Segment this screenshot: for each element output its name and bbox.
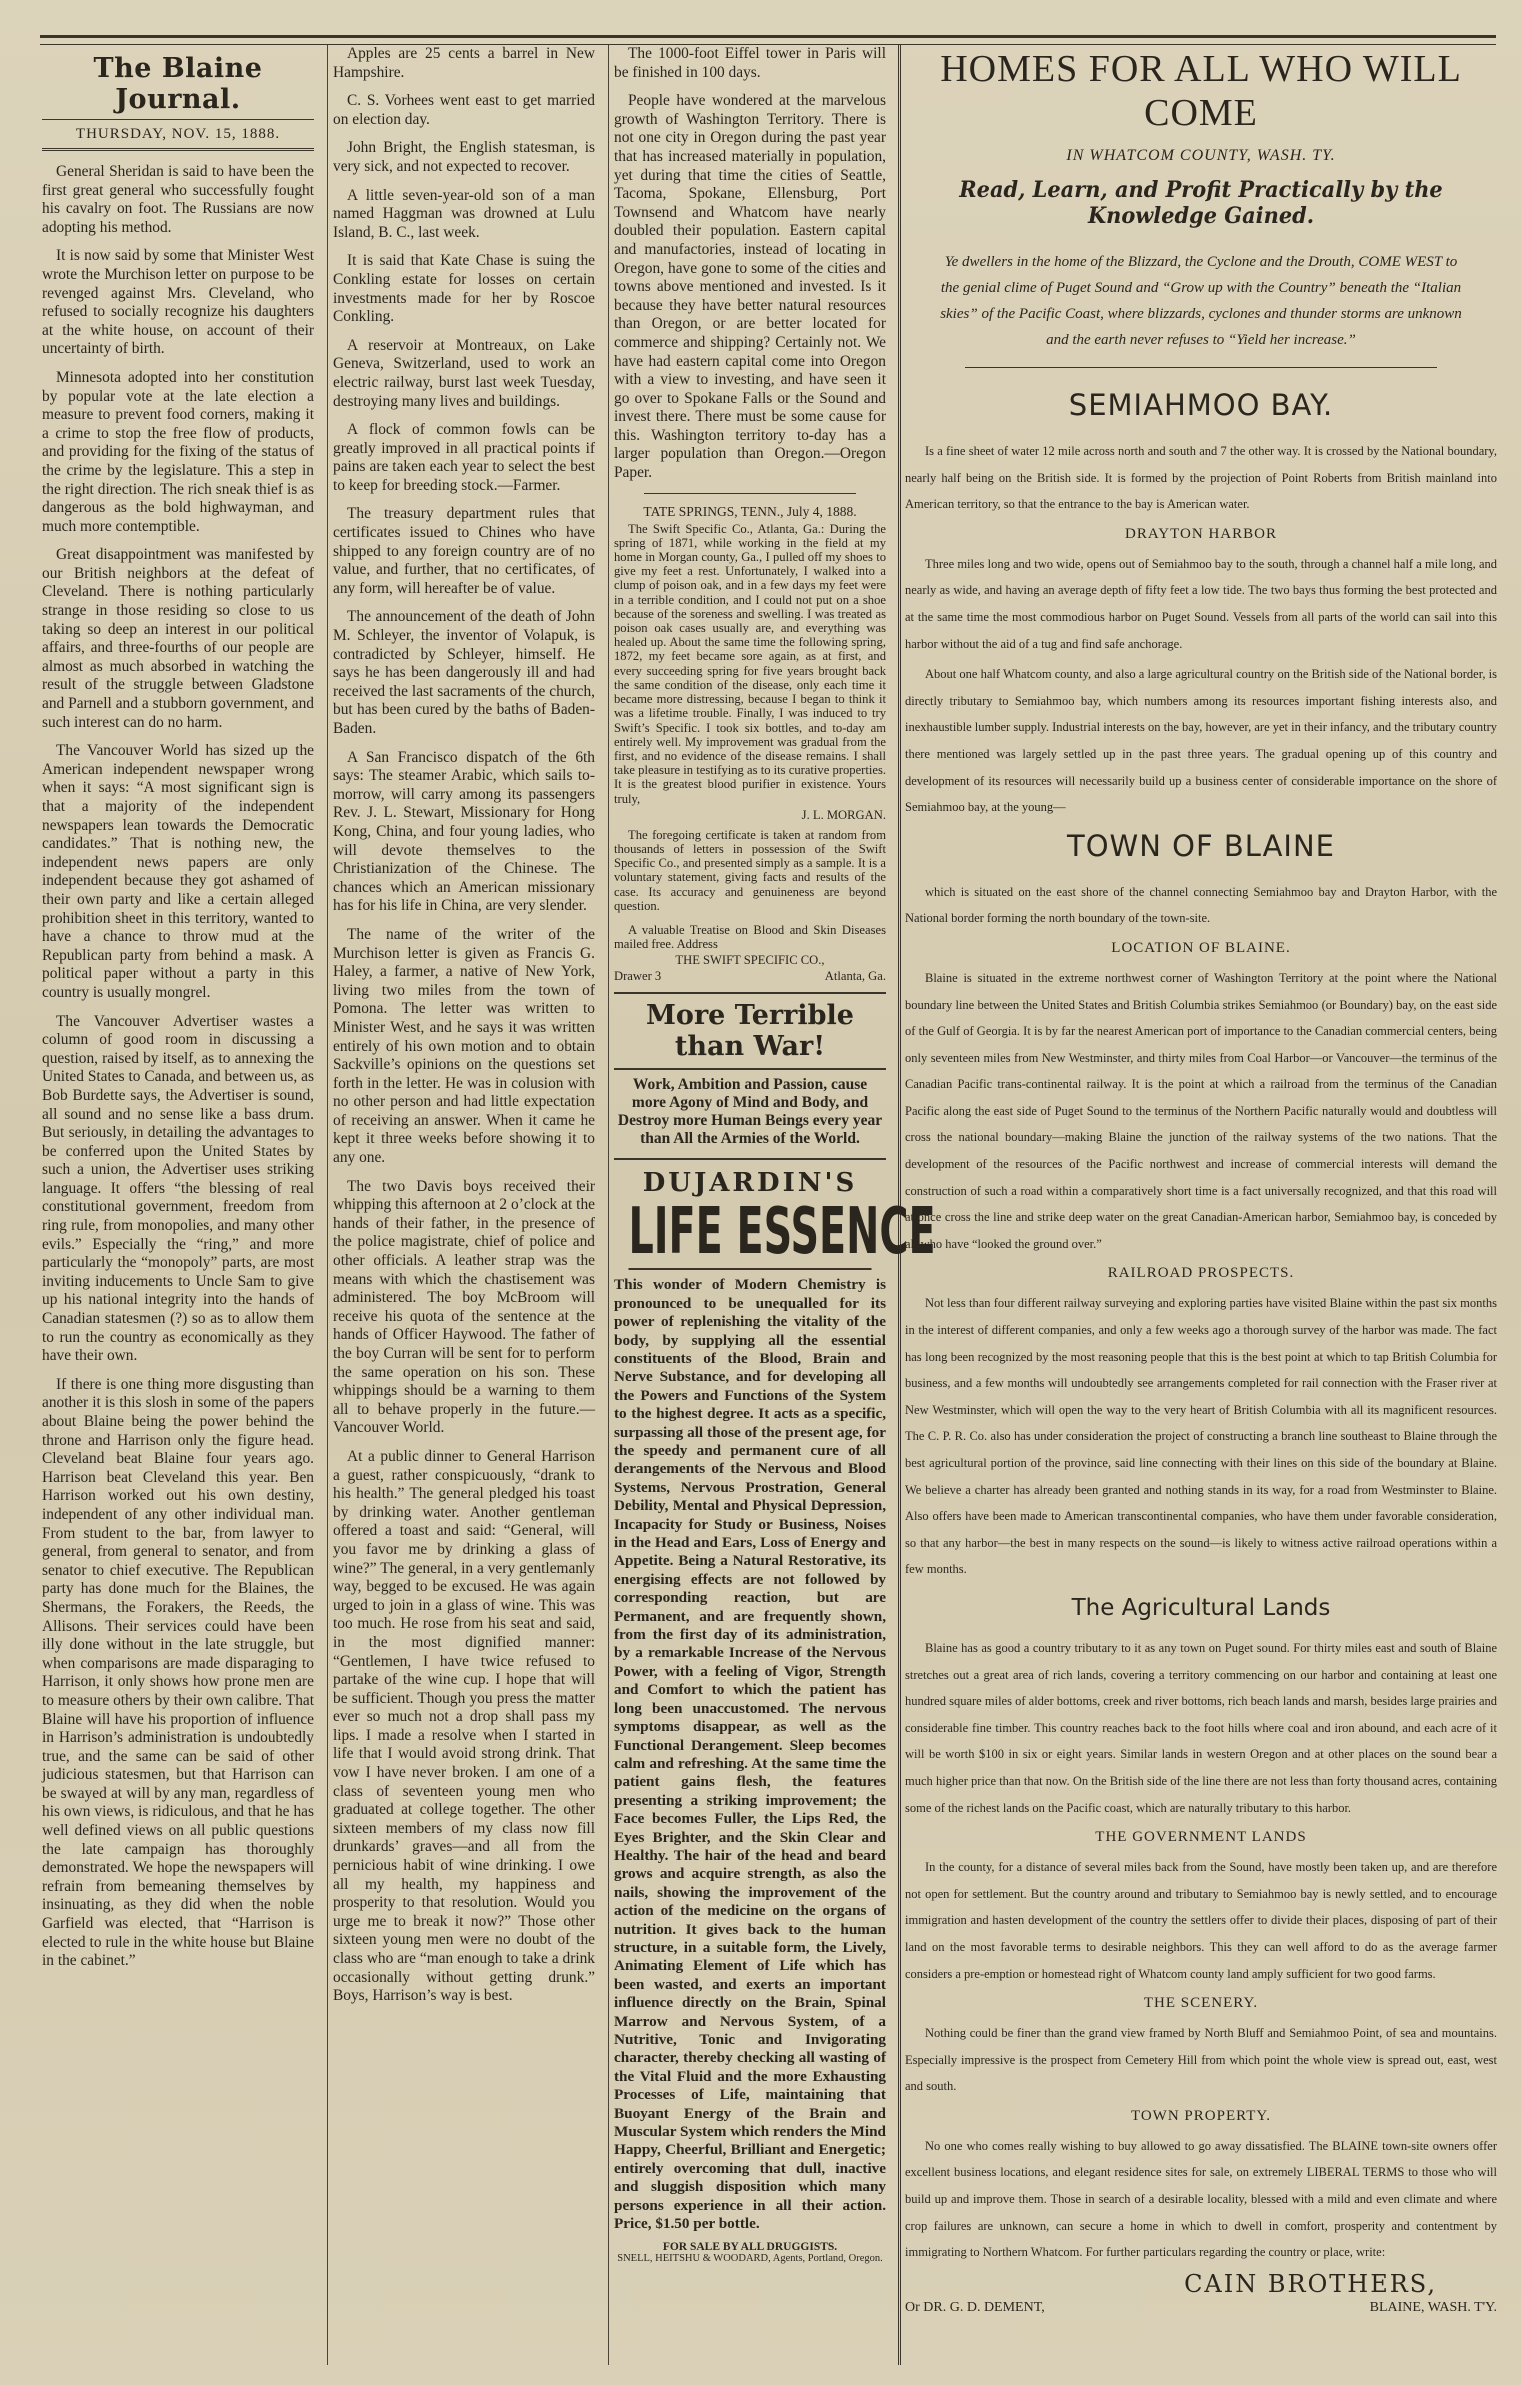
news-item: It is said that Kate Chase is suing the Conkling estate for losses on certain investments made for her by Roscoe Conkling. [333,252,595,326]
company-address [614,969,886,984]
section-subheading: DRAYTON HARBOR [1125,525,1277,542]
ad-signature: CAIN BROTHERS, [1184,2269,1437,2298]
column-rule [608,45,609,2365]
column-rule [327,45,328,2365]
ad-place: BLAINE, WASH. T'Y. [1369,2299,1497,2315]
certificate-note: The foregoing certificate is taken at random from thousands of letters in possession of the Swift Specific Co., and presented simply as a sample. It is a voluntary statement, giving facts and results of the case. Its accuracy and genuineness are beyond question. [614,827,886,913]
news-item: The 1000-foot Eiffel tower in Paris will be finished in 100 days. [614,45,886,81]
alt-contact: Or DR. G. D. DEMENT, [905,2299,1045,2315]
ad-headline: HOMES FOR ALL WHO WILL COME [940,48,1462,134]
news-item: A little seven-year-old son of a man named Haggman was drowned at Lulu Island, B. C., last week. [333,186,595,241]
section-text: About one half Whatcom county, and also a large agricultural country on the British side of the National border, is directly tributary to Semiahmoo bay, which numbers among its resources important fishing interests also, and inexhaustible lumber supply. Industrial interests on the bay, however, are yet in their infancy, and the tributary country there mentioned was largely settled up in the past three years. The gradual opening up of this country and development of its resources will necessarily build up a business center of considerable importance on the shore of Semiahmoo bay, at the young— [905,667,1497,815]
news-item: A flock of common fowls can be greatly improved in all practical points if pains are taken each year to select the best to keep for breeding stock.—Farmer. [333,421,595,494]
news-item: John Bright, the English statesman, is very sick, and not expected to recover. [333,139,595,175]
section-subheading: THE GOVERNMENT LANDS [1095,1829,1307,1846]
ad-title: More Terrible than War! [614,992,886,1070]
news-item: The name of the writer of the Murchison letter is given as Francis G. Haley, a farmer, a native of New York, living two miles from the town of Pomona. The letter was written to Minister West, and he says it was written entirely of his own motion and to obtain Sackville’s opinions on the questions set forth in the letter. He was in colusion with no other person and had little expectation of receiving an answer. When it came he kept it three weeks before showing it to any one. [333,925,595,1167]
treatise-offer: A valuable Treatise on Blood and Skin Diseases mailed free. Address [614,922,886,952]
section-text: In the county, for a distance of several miles back from the Sound, have mostly been taken up, and are therefore not open for settlement. But the country around and tributary to Semiahmoo bay is newly settled, and to encourage immigration and hasten development of the country the settlers offer to divide their places, disposing of part of their land on the most favorable terms to desirable neighbors. This they can well afford to do as the average farmer considers a pre-emption or homestead right of Whatcom county land amply sufficient for two good farms. [905,1860,1497,1981]
real-estate-ad [905,45,1497,2375]
section-subheading: RAILROAD PROSPECTS. [1107,1265,1295,1282]
section-subheading: TOWN PROPERTY. [1130,2107,1272,2124]
news-item: The announcement of the death of John M. Schleyer, the inventor of Volapuk, is contradicted by Schleyer, himself. He says he has been dangerously ill and had received the last sacraments of the church, but has been cured by the baths of Baden-Baden. [333,608,595,737]
ad-contact [905,2300,1497,2316]
section-heading: SEMIAHMOO BAY. [1068,388,1334,422]
section-subheading: THE SCENERY. [1143,1995,1259,2012]
ad-product-name: LIFE ESSENCE [628,1195,936,1270]
ad-tagline: Read, Learn, and Profit Practically by the Knowledge Gained. [959,177,1443,229]
ad-lead: Work, Ambition and Passion, cause more Agony of Mind and Body, and Destroy more Human Beings every year than All the Armies of the World. [617,1076,883,1148]
letter-heading: TATE SPRINGS, TENN., July 4, 1888. [643,503,857,519]
section-text: Blaine is situated in the extreme northwest corner of Washington Territory at the point where the National boundary line between the United States and British Columbia strikes Semiahmoo (or Boundary) bay, on the east side of the Gulf of Georgia. It is by far the nearest American port of importance to the Canadian commercial centers, being only seventeen miles from New Westminster, and thirty miles from Coal Harbor—or Vancouver—the terminus of the Canadian Pacific trans-continental railway. It is the point at which a railroad from the terminus of the Canadian Pacific along the east side of Puget Sound to the terminus of the Northern Pacific naturally would and doubtless will cross the national boundary—making Blaine the junction of the railway systems of the two nations. That the development of the resources of the Pacific northwest and increase of commercial interests will demand the construction of such a road within a comparatively short time is a fact universally recognized, and that this road will at once cross the line and strike deep water on the great Canadian-American harbor, Semiahmoo bay, is conceded by all who have “looked the ground over.” [905,970,1497,1251]
section-text: Blaine has as good a country tributary to it as any town on Puget sound. For thirty miles east and south of Blaine stretches out a great area of rich lands, covering a territory commencing on our harbor and containing at least one hundred square miles of alder bottoms, creek and river bottoms, rich beach lands and marsh, besides large prairies and considerable fine timber. This country reaches back to the foot hills where coal and iron abound, and each acre of it will be worth $100 in six or eight years. Similar lands in western Oregon and at other places on the sound bear a much higher price than that now. On the British side of the line there are not less than forty thousand acres, containing some of the richest lands on the Pacific coast, which are naturally tributary to this harbor. [905,1640,1497,1815]
news-item: The two Davis boys received their whipping this afternoon at 2 o’clock at the hands of their father, in the presence of the police magistrate, chief of police and other officials. A leather strap was the means with which the chastisement was administered. The boy McBroom will receive his quota of the sentence at the hands of Officer Haywood. The father of the boy Curran will be sent for to perform the same operation on his son. These whippings should be a warning to them all to behave properly in the future.—Vancouver World. [333,1177,595,1437]
ad-body: This wonder of Modern Chemistry is pronounced to be unequalled for its power of replenishing the vitality of the body, by supplying all the essential constituents of the Blood, Brain and Nerve Substance, and for developing all the Powers and Functions of the System to the highest degree. It acts as a specific, surpassing all those of the present age, for the speedy and permanent cure of all derangements of the Nervous and Blood Systems, Nervous Prostration, General Debility, Mental and Physical Depression, Incapacity for Study or Business, Noises in the Head and Ears, Loss of Energy and Appetite. Being a Natural Restorative, its energising effects are not followed by corresponding reaction, but are Permanent, and are frequently shown, from the first day of its administration, by a remarkable Increase of the Nervous Power, with a feeling of Vigor, Strength and Comfort to which the patient has long been unaccustomed. The nervous symptoms disappear, as well as the Functional Derangement. Sleep becomes calm and refreshing. At the same time the patient gains flesh, the features presenting a striking improvement; the Face becomes Fuller, the Lips Red, the Eyes Brighter, and the Skin Clear and Healthy. The hair of the head and beard grows and acquire strength, as also the nails, showing the improvement of the action of the medicine on the organs of nutrition. It gives back to the human structure, in a suitable form, the Lively, Animating Element of Life which has been wasted, and exerts an important influence directly on the Brain, Spinal Marrow and Nervous System, of a Nutritive, Tonic and Invigorating character, thereby checking all wasting of the Vital Fluid and the more Exhausting Processes of Life, maintaining that Buoyant Energy of the Brain and Muscular System which renders the Mind Happy, Cheerful, Brilliant and Energetic; entirely overcoming that dull, inactive and sluggish disposition which many persons experience in all their action. Price, $1.50 per bottle. [614,1276,886,2233]
news-item: At a public dinner to General Harrison a guest, rather conspicuously, “drank to his health.” The general pledged his toast by drinking water. Another gentleman offered a toast and said: “General, will you favor me by drinking a glass of wine?” The general, in a very gentlemanly way, begged to be excused. He was again urged to join in a glass of wine. This was too much. He rose from his seat and said, in the most dignified manner: “Gentlemen, I have twice refused to partake of the wine cup. I hope that will be sufficient. Though you press the matter ever so much not a drop shall pass my lips. I made a resolve when I started in life that I would avoid strong drink. That vow I have never broken. I am one of a class of seventeen young men who graduated at college together. The other sixteen members of my class now fill drunkards’ graves—and all from the pernicious habit of wine drinking. I owe all my health, my happiness and prosperity to that resolution. Would you urge me to break it now?” Those other sixteen young men were no doubt of the class who are “man enough to take a drink occasionally without getting drunk.” Boys, Harrison’s way is best. [333,1447,595,2005]
section-subheading: LOCATION OF BLAINE. [1111,939,1291,956]
ad-intro: Ye dwellers in the home of the Blizzard, the Cyclone and the Drouth, COME WEST to the genial clime of Puget Sound and “Grow up with the Country” beneath the “Italian skies” of the Pacific Coast, where blizzards, cyclones and thunder storms are unknown and the earth never refuses to “Yield her increase.” [940,254,1462,348]
news-item: C. S. Vorhees went east to get married on election day. [333,92,595,128]
city: Atlanta, Ga. [824,969,886,984]
paragraph: General Sheridan is said to have been the first great general who successfully fought his cavalry on foot. The Russians are now adopting his method. [42,163,314,236]
news-item: A reservoir at Montreaux, on Lake Geneva, Switzerland, used to work an electric railway, burst last week Tuesday, destroying many lives and buildings. [333,336,595,410]
news-item: The treasury department rules that certificates issued to Chines who have shipped to any foreign country are of no value, and further, that no certificates, of any form, will hereafter be of value. [333,505,595,597]
section-text: Nothing could be finer than the grand view framed by North Bluff and Semiahmoo Point, of sea and mountains. Especially impressive is the prospect from Cemetery Hill from which point the whole view is spread out, east, west and south. [905,2026,1497,2094]
section-text: Is a fine sheet of water 12 mile across north and south and 7 the other way. It is crossed by the National boundary, nearly half being on the British side. It is formed by the projection of Point Roberts from British mainland into American territory, so that the entrance to the bay is American water. [905,444,1497,512]
letter-signature: J. L. MORGAN. [801,807,886,822]
drawer: Drawer 3 [614,969,662,984]
company-name: THE SWIFT SPECIFIC CO., [675,953,825,968]
section-text: No one who comes really wishing to buy allowed to go away dissatisfied. The BLAINE town-site owners offer excellent business locations, and elegant residence sites for sale, on extremely LIBERAL TERMS to those who will build up and improve them. Those in search of a desirable locality, blessed with a mild and even climate and where crop failures are unknown, can secure a home in which to dwell in comfort, prosperity and contentment by immigrating to Northern Whatcom. For further particulars regarding the country or place, write: [905,2138,1497,2260]
testimonial-letter: The Swift Specific Co., Atlanta, Ga.: During the spring of 1871, while working in the field at my home in Morgan county, Ga., I pulled off my shoes to give my feet a rest. Unfortunately, I walked into a clump of poison oak, and in a few days my feet were in a terrible condition, and I could not put on a shoe because of the soreness and swelling. I was treated as poison oak cases usually are, and everything was healed up. About the same time the following spring, 1872, my feet became sore again, as at first, and every succeeding spring for five years brought back the same condition of the disease, only each time it became more distressing, because I began to think it was a lifetime trouble. Finally, I was induced to try Swift’s Specific. I took six bottles, and to-day am entirely well. My improvement was gradual from the first, and no evidence of the disease remains. I shall take pleasure in testifying as to its curative properties. It is the greatest blood purifier in existence. Yours truly, [614,521,886,806]
paragraph: The Vancouver Advertiser wastes a column of good room in discussing a question, raised by itself, as to annexing the United States to Canada, and between us, as Bob Burdette says, the Advertiser is sound, all sound and no sense like a bass drum. But seriously, in detailing the advantages to be conferred upon the United States by such a union, the Advertiser uses striking language. It offers “the blessing of real constitutional government, freedom from ring rule, from monopolies, and many other evils.” Especially the “ring,” and more particularly the “monopoly” parts, are most inviting inducements to Uncle Sam to give up his national integrity into the hands of Canadian statesmen (?) so as to allow them to run the country as economically as they have their own. [42,1012,314,1365]
section-text: which is situated on the east shore of the channel connecting Semiahmoo bay and Drayton Harbor, with the National border forming the north boundary of the town-site. [905,884,1497,926]
news-item: A San Francisco dispatch of the 6th says: The steamer Arabic, which sails to-morrow, will carry among its passengers Rev. J. L. Stewart, Missionary for Hong Kong, China, and four young ladies, who will devote themselves to the Christianization of the Chinese. The chances which an American missionary has for his life in China, are very slender. [333,748,595,915]
ad-brand: DUJARDIN'S [614,1158,886,1198]
column-2 [333,45,595,2375]
section-heading: The Agricultural Lands [1071,1594,1331,1621]
ad-sale-line: FOR SALE BY ALL DRUGGISTS. [662,2241,838,2254]
ad-agents: SNELL, HEITSHU & WOODARD, Agents, Portland, Oregon. [617,2253,883,2265]
section-text: Three miles long and two wide, opens out of Semiahmoo bay to the south, through a channel half a mile long, and nearly as wide, and having an average depth of fifty feet a low tide. The two bays thus forming the best protected and at the same time the most commodious harbor on Puget Sound. Vessels from all parts of the world can sail into this harbor without the aid of a tug and find safe anchorage. [905,556,1497,651]
paragraph: The Vancouver World has sized up the American independent newspaper wrong when it says: “A most significant sign is that a majority of the independent newspapers lean towards the Democratic candidates.” That is nothing new, the independent news papers are only independent because they got ashamed of their own party and like a certain alleged prohibition sheet in this territory, wanted to have a chance to throw mud at the Republican party from behind a mask. A political paper without a party in this country is usually mongrel. [42,742,314,1001]
masthead: The Blaine Journal. [93,53,263,115]
paragraph: If there is one thing more disgusting than another it is this slosh in some of the papers about Blaine being the power behind the throne and Harrison only the figure head. Cleveland beat Blaine four years ago. Harrison beat Cleveland this year. Ben Harrison worked out his own destiny, independent of any other individual man. From student to the bar, from lawyer to general, from general to senator, and from senator to chief executive. The Republican party has done much for the Blaines, the Shermans, the Forakers, the Reeds, the Allisons. Their services could have been illy done without in the late struggle, but when comparisons are made disparaging to Harrison, it only shows how prone men are to measure others by their own calibre. That Blaine will have his proportion of influence in Harrison’s administration is undoubtedly true, and the same can be said of other judicious statesmen, but that Harrison can be swayed at will by any man, regardless of his own views, is ridiculous, and that he has well defined views on all public questions the late campaign has thoroughly demonstrated. We hope the newspapers will refrain from bemeaning themselves by insinuating, as they did when the noble Garfield was elected, that “Harrison is elected to rule in the white house but Blaine in the cabinet.” [42,1375,314,1970]
section-text: Not less than four different railway surveying and exploring parties have visited Blaine within the past six months in the interest of different companies, and only a few weeks ago a thorough survey of the harbor was made. The fact has long been recognized by the most reasoning people that this is the best point at which to tap British Columbia for business, and a few months will undoubtedly see arrangements completed for rail connection with the Fraser river at New Westminster, which will open the way to the very heart of British Columbia with all its magnificent resources. The C. P. R. Co. also has under consideration the project of constructing a branch line southeast to Blaine through the best agricultural portion of the province, said line connecting with their lines on this side of the boundary at Blaine. We believe a charter has already been granted and nothing stands in its way, for a road from Westminster to Blaine. Also offers have been made to American transcontinental companies, who have them under favorable consideration, so that any harbor—the best in many respects on the sound—is likely to witness active railroad operations within a few months. [905,1296,1497,1577]
divider [965,367,1437,368]
paragraph: Great disappointment was manifested by our British neighbors at the defeat of Cleveland. There is nothing particularly strange in those residing so close to us taking so deep an interest in our political affairs, and three-fourths of our people are almost as much absorbed in watching the result of the struggle between Gladstone and Parnell and a stubborn government, and such interest can do no harm. [42,546,314,731]
paragraph: Minnesota adopted into her constitution by popular vote at the late election a measure to prevent food corners, making it a crime to stop the free flow of products, and providing for the fixing of the status of the crime by the legislature. This a step in the right direction. The rich sneak thief is as dangerous as the bold highwayman, and much more contemptible. [42,368,314,535]
news-item: People have wondered at the marvelous growth of Washington Territory. There is not one city in Oregon during the past year that has increased materially in population, yet during that time the cities of Seattle, Tacoma, Spokane, Ellensburg, Port Townsend and Whatcom have nearly doubled their population. Eastern capital and manufactories, instead of locating in Oregon, have gone to some of the cities and towns above mentioned and invested. Is it because they have better natural resources than Oregon, or are better located for commerce and shipping? Certainly not. We have had eastern capital come into Oregon with a view to investing, and have seen it go over to Spokane Falls or the Sound and invest there. There must be some cause for this. Washington territory to-day has a larger population than Oregon.—Oregon Paper. [614,92,886,482]
column-1 [42,45,314,2375]
column-3 [614,45,936,2375]
news-item: Apples are 25 cents a barrel in New Hampshire. [333,45,595,81]
separator [644,493,856,494]
dateline: THURSDAY, NOV. 15, 1888. [42,119,314,151]
ad-location: IN WHATCOM COUNTY, WASH. TY. [1066,147,1336,164]
section-heading: TOWN OF BLAINE [1067,828,1335,863]
paragraph: It is now said by some that Minister West wrote the Murchison letter on purpose to be revenged against Mrs. Cleveland, who refused to socially recognize his daughters at the white house, on account of their uncertainty of birth. [42,247,314,358]
